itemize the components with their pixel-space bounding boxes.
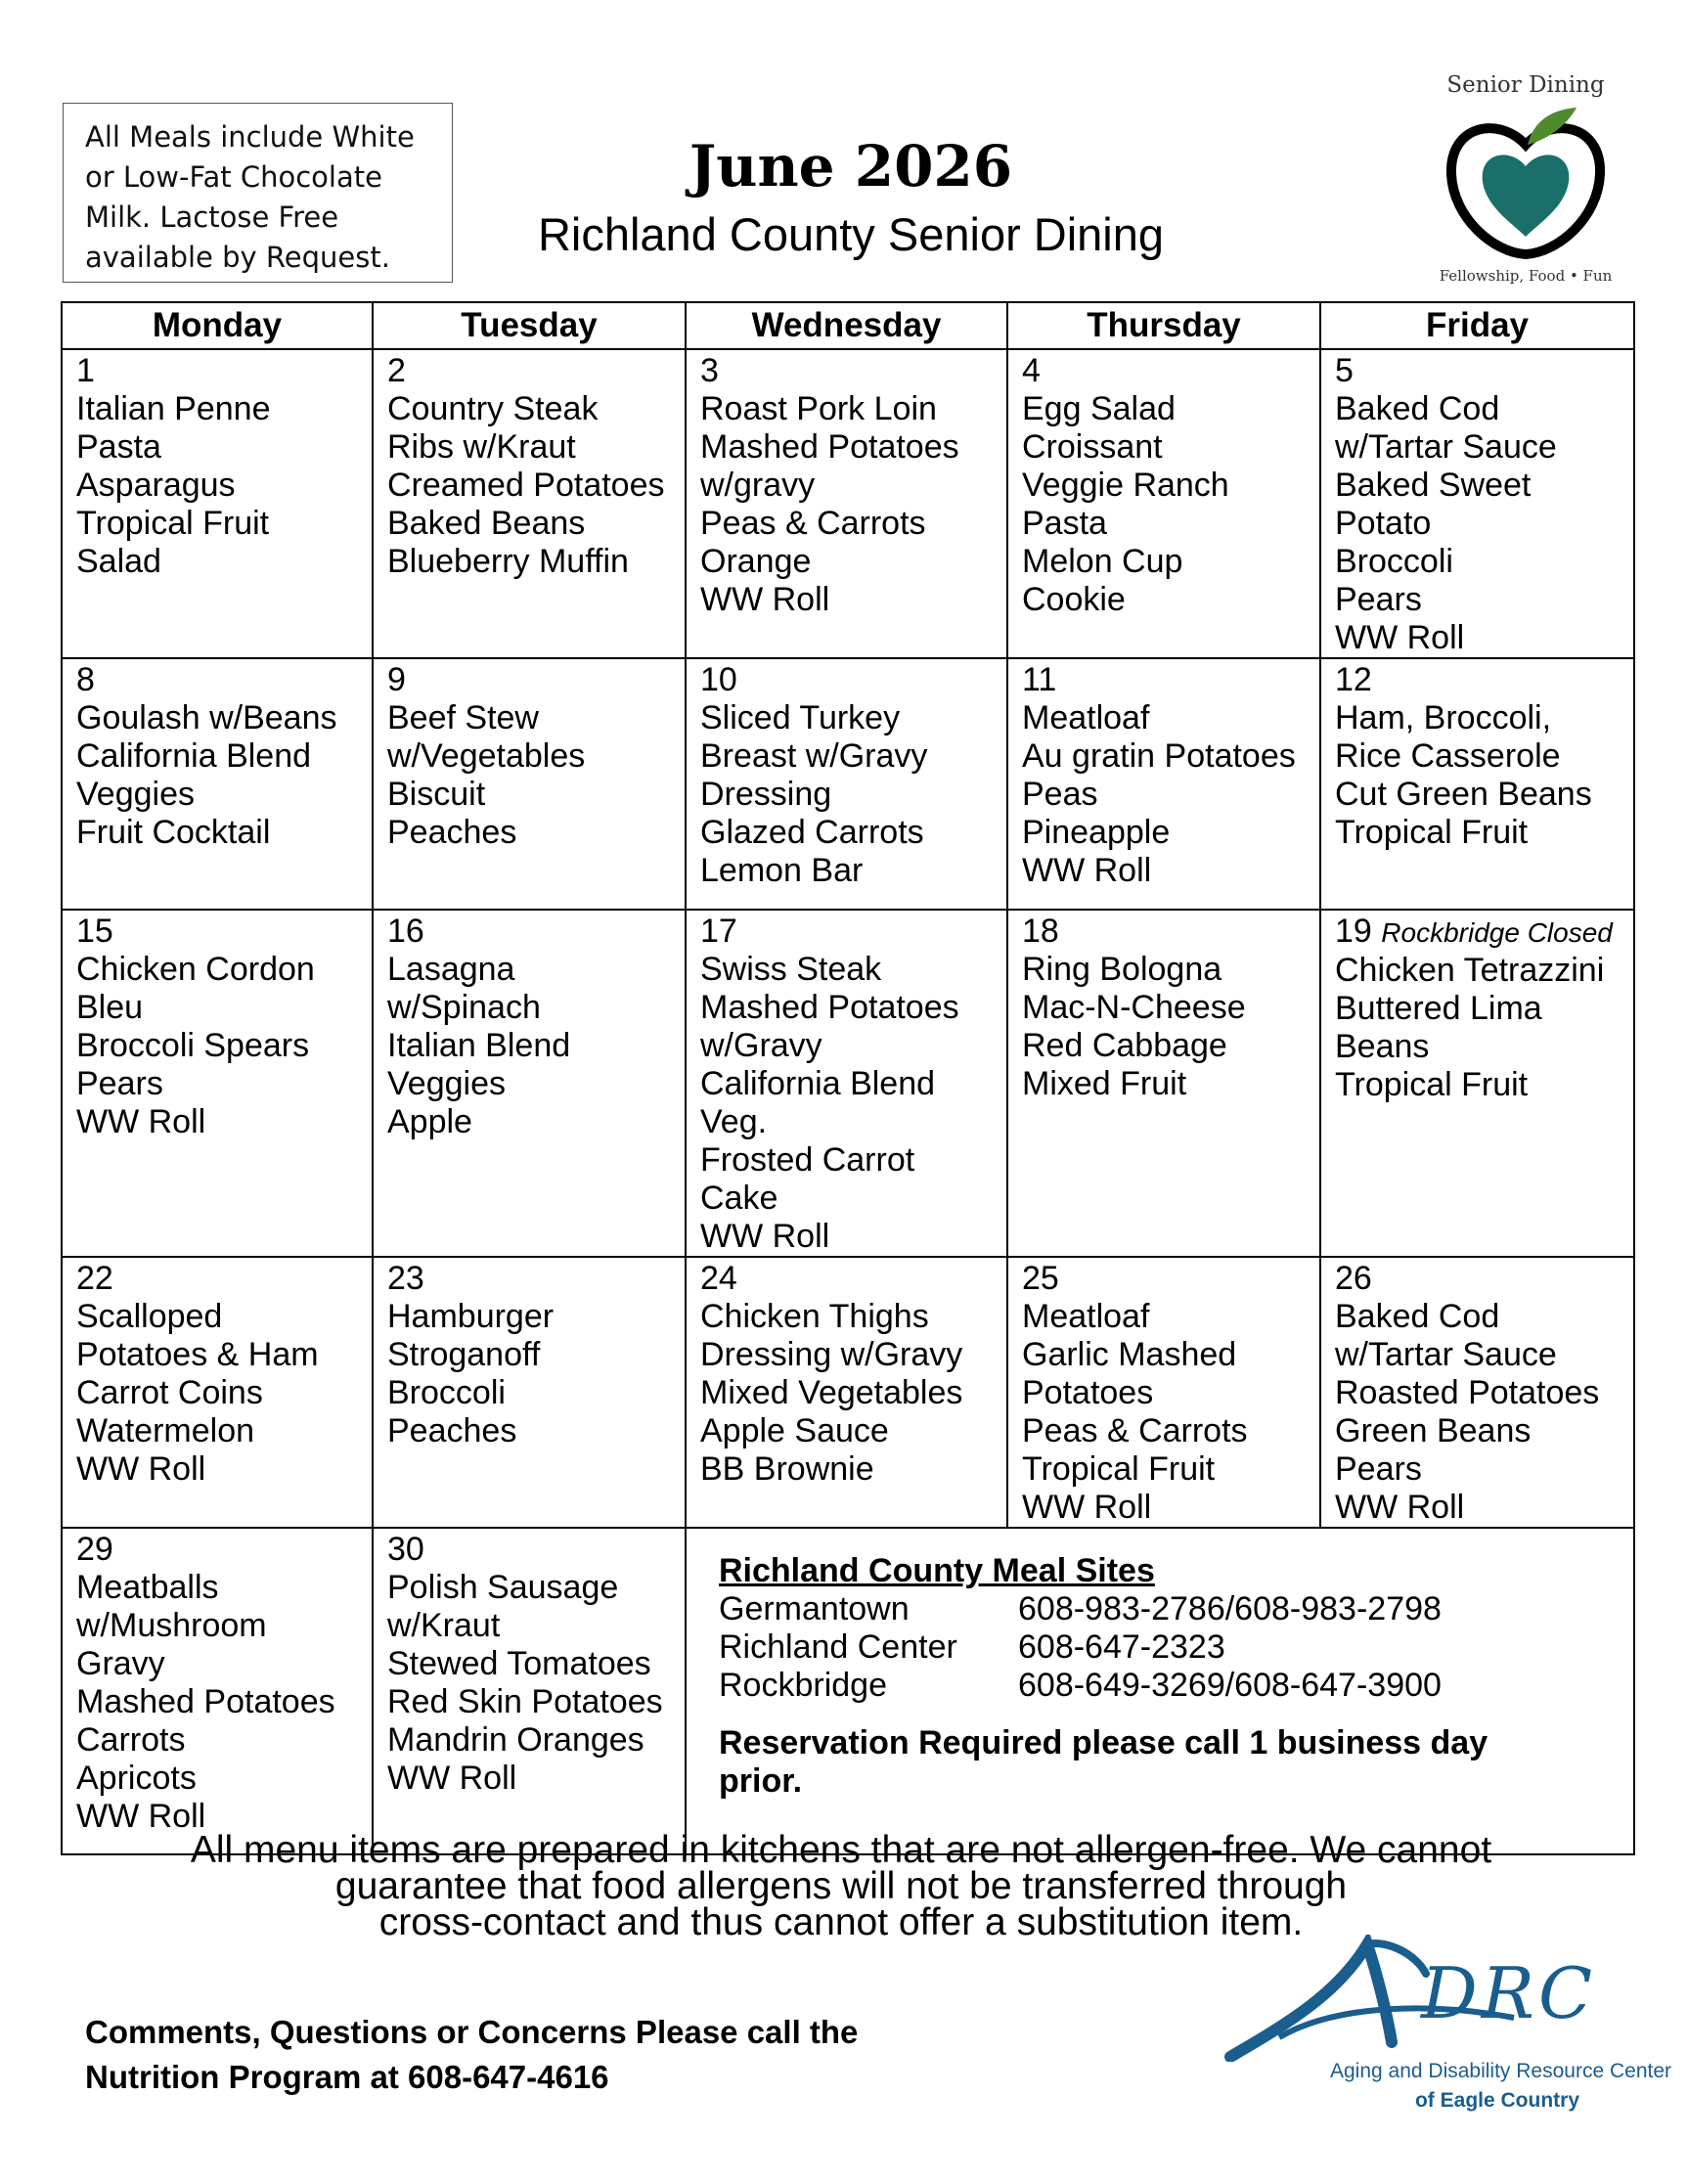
adrc-logo: [1221, 1935, 1672, 2130]
day-cell: [373, 349, 686, 658]
day-cell: [1320, 910, 1634, 1257]
week-row: [62, 910, 1634, 1257]
week-row: [62, 1528, 1634, 1854]
menu-items: Meatloaf Au gratin Potatoes Peas Pineapple WW Roll: [1022, 699, 1296, 889]
day-cell: [62, 910, 373, 1257]
site-phone: 608-647-2323: [1018, 1628, 1225, 1666]
menu-items: Hamburger Stroganoff Broccoli Peaches: [387, 1298, 555, 1449]
site-phone: 608-983-2786/608-983-2798: [1018, 1590, 1442, 1627]
site-row: [719, 1590, 1633, 1628]
menu-items: Country Steak Ribs w/Kraut Creamed Potatoes Baked Beans Blueberry Muffin: [387, 390, 665, 580]
day-number: 17: [700, 913, 737, 950]
day-number: 8: [76, 661, 95, 698]
day-number: 10: [700, 661, 737, 698]
day-number: 16: [387, 913, 424, 950]
day-cell: [62, 658, 373, 910]
site-name: Richland Center: [719, 1628, 957, 1666]
day-number: 4: [1022, 352, 1041, 389]
menu-calendar: [61, 301, 1635, 1855]
site-row: [719, 1667, 1633, 1705]
day-cell: [1320, 658, 1634, 910]
day-number: 22: [76, 1260, 113, 1297]
menu-items: Italian Penne Pasta Asparagus Tropical Fruit Salad: [76, 390, 271, 580]
day-cell: [1007, 1257, 1320, 1528]
day-cell: [62, 349, 373, 658]
menu-items: Chicken Tetrazzini Buttered Lima Beans Tropical Fruit: [1335, 952, 1605, 1103]
menu-items: Roast Pork Loin Mashed Potatoes w/gravy Peas & Carrots Orange WW Roll: [700, 390, 959, 618]
menu-items: Baked Cod w/Tartar Sauce Baked Sweet Potato Broccoli Pears WW Roll: [1335, 390, 1557, 656]
day-number: 1: [76, 352, 95, 389]
menu-items: Ring Bologna Mac-N-Cheese Red Cabbage Mixed Fruit: [1022, 951, 1246, 1102]
header-thursday: Thursday: [1007, 302, 1320, 349]
day-number: 23: [387, 1260, 424, 1297]
day-cell: [686, 910, 1007, 1257]
menu-items: Scalloped Potatoes & Ham Carrot Coins Watermelon WW Roll: [76, 1298, 319, 1488]
milk-notice: All Meals include White or Low-Fat Chocolate Milk. Lactose Free available by Request.: [63, 103, 453, 283]
day-number: 29: [76, 1531, 113, 1568]
day-cell: [373, 1257, 686, 1528]
senior-dining-logo: [1418, 67, 1633, 296]
menu-items: Baked Cod w/Tartar Sauce Roasted Potatoes Green Beans Pears WW Roll: [1335, 1298, 1600, 1526]
day-cell: [62, 1528, 373, 1854]
menu-items: Polish Sausage w/Kraut Stewed Tomatoes Red Skin Potatoes Mandrin Oranges WW Roll: [387, 1569, 663, 1797]
day-cell: [1320, 1257, 1634, 1528]
site-row: [719, 1628, 1633, 1667]
menu-items: Sliced Turkey Breast w/Gravy Dressing Glazed Carrots Lemon Bar: [700, 699, 928, 889]
week-row: [62, 349, 1634, 658]
day-cell: [686, 1257, 1007, 1528]
weekday-header-row: [62, 302, 1634, 349]
day-number: 12: [1335, 661, 1372, 698]
site-name: Germantown: [719, 1590, 910, 1627]
allergen-notice: All menu items are prepared in kitchens that are not allergen-free. We cannot guarantee that food allergens will not be transferred through cross-contact and thus cannot offer a substitution item.: [190, 1829, 1492, 1943]
menu-items: Goulash w/Beans California Blend Veggies Fruit Cocktail: [76, 699, 337, 851]
day-cell: [686, 658, 1007, 910]
day-number: 9: [387, 661, 406, 698]
menu-items: Lasagna w/Spinach Italian Blend Veggies Apple: [387, 951, 571, 1140]
day-cell: [373, 1528, 686, 1854]
menu-items: Meatballs w/Mushroom Gravy Mashed Potatoes Carrots Apricots WW Roll: [76, 1569, 335, 1835]
menu-items: Swiss Steak Mashed Potatoes w/Gravy California Blend Veg. Frosted Carrot Cake WW Roll: [700, 951, 959, 1255]
meal-sites-panel: [686, 1528, 1634, 1854]
menu-items: Meatloaf Garlic Mashed Potatoes Peas & Carrots Tropical Fruit WW Roll: [1022, 1298, 1248, 1526]
closure-note: Rockbridge Closed: [1381, 917, 1613, 948]
menu-items: Chicken Thighs Dressing w/Gravy Mixed Vegetables Apple Sauce BB Brownie: [700, 1298, 963, 1488]
page-subtitle: Richland County Senior Dining: [537, 208, 1165, 260]
logo-brand-text: Senior Dining: [1446, 72, 1605, 98]
menu-items: Beef Stew w/Vegetables Biscuit Peaches: [387, 699, 586, 851]
day-cell: [686, 349, 1007, 658]
menu-items: Egg Salad Croissant Veggie Ranch Pasta Melon Cup Cookie: [1022, 390, 1229, 618]
week-row: [62, 658, 1634, 910]
day-number: 15: [76, 913, 113, 950]
site-phone: 608-649-3269/608-647-3900: [1018, 1667, 1442, 1704]
day-cell: [373, 910, 686, 1257]
day-number: 18: [1022, 913, 1059, 950]
day-cell: [1320, 349, 1634, 658]
header-friday: Friday: [1320, 302, 1634, 349]
day-number: 26: [1335, 1260, 1372, 1297]
day-number: 24: [700, 1260, 737, 1297]
day-cell: [1007, 910, 1320, 1257]
header-wednesday: Wednesday: [686, 302, 1007, 349]
day-number: 2: [387, 352, 406, 389]
apple-heart-icon: [1440, 106, 1612, 262]
page-title: June 2026: [689, 133, 1013, 200]
adrc-name: Aging and Disability Resource Center: [1330, 2060, 1672, 2082]
day-number: 25: [1022, 1260, 1059, 1297]
contact-note: Comments, Questions or Concerns Please call the Nutrition Program at 608-647-4616: [85, 2014, 859, 2095]
adrc-logo-text: DRC: [1421, 1952, 1597, 2034]
day-number: 3: [700, 352, 719, 389]
meal-sites-title: Richland County Meal Sites: [719, 1552, 1155, 1589]
day-number: 11: [1022, 661, 1057, 698]
header-tuesday: Tuesday: [373, 302, 686, 349]
day-number: 19: [1335, 913, 1372, 950]
day-cell: [373, 658, 686, 910]
day-cell: [1007, 349, 1320, 658]
day-number: 5: [1335, 352, 1354, 389]
day-number: 30: [387, 1531, 424, 1568]
reservation-note: Reservation Required please call 1 business day prior.: [719, 1724, 1488, 1800]
day-cell: [62, 1257, 373, 1528]
logo-tagline: Fellowship, Food • Fun: [1439, 267, 1613, 285]
menu-items: Chicken Cordon Bleu Broccoli Spears Pears WW Roll: [76, 951, 315, 1140]
adrc-region: of Eagle Country: [1414, 2089, 1579, 2112]
menu-items: Ham, Broccoli, Rice Casserole Cut Green Beans Tropical Fruit: [1335, 699, 1592, 851]
header-monday: Monday: [62, 302, 373, 349]
site-name: Rockbridge: [719, 1667, 887, 1704]
week-row: [62, 1257, 1634, 1528]
day-cell: [1007, 658, 1320, 910]
day-number-with-note: [1335, 913, 1633, 952]
